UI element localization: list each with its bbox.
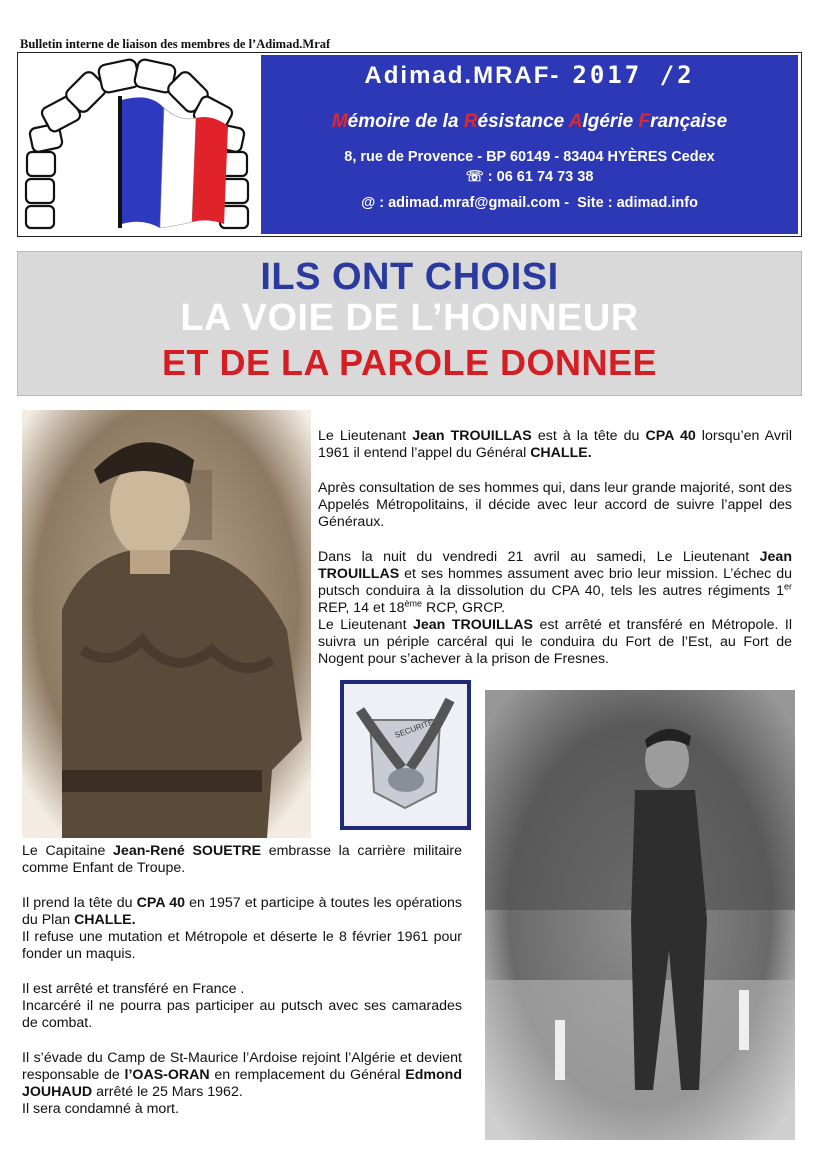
- headline-line-3: ET DE LA PAROLE DONNEE: [161, 342, 658, 383]
- badge-text: SECURITE: [393, 717, 435, 740]
- headline-line-2: LA VOIE DE L’HONNEUR: [180, 297, 639, 339]
- portrait-photo-soldier: [22, 410, 311, 838]
- phone-number: 06 61 74 73 38: [496, 169, 594, 185]
- article-trouillas: [318, 428, 792, 686]
- org-title: [261, 61, 798, 90]
- header-banner: [261, 55, 798, 234]
- paragraph: Incarcéré il ne pourra pas participer au putsch avec ses camarades de combat.: [22, 998, 462, 1031]
- paragraph: Dans la nuit du vendredi 21 avril au samedi, Le Lieutenant Jean TROUILLAS et ses hommes assument avec brio leur mission. L’échec du putsch conduira à la dissolution du CPA 40, tels les autres régiments 1er REP, 14 et 18ème RCP, GRCP.: [318, 549, 792, 616]
- contact-line: [261, 195, 798, 211]
- email: @ : adimad.mraf@gmail.com -: [361, 195, 570, 211]
- bulletin-header-text: Bulletin interne de liaison des membres de l’Adimad.Mraf: [20, 37, 331, 51]
- paragraph: Il est arrêté et transféré en France .: [22, 981, 245, 997]
- website: Site : adimad.info: [577, 195, 698, 211]
- paragraph: Il refuse une mutation et Métropole et déserte le 8 février 1961 pour fonder un maquis.: [22, 929, 462, 962]
- org-name: Adimad.MRAF-: [364, 62, 561, 89]
- paragraph: Il prend la tête du CPA 40 en 1957 et participe à toutes les opérations du Plan CHALLE.: [22, 895, 463, 928]
- phone-icon: ☏: [465, 169, 484, 185]
- phone-line: ☏ : 06 61 74 73 38: [465, 169, 594, 185]
- arch-flag-logo: [22, 56, 252, 232]
- paragraph: Le Capitaine Jean-René SOUETRE embrasse la carrière militaire comme Enfant de Troupe.: [22, 843, 462, 876]
- paragraph: Après consultation de ses hommes qui, dans leur grande majorité, sont des Appelés Métropolitains, il décide avec leur accord de suivre l’appel des Généraux.: [318, 480, 792, 530]
- postal-address: 8, rue de Provence - BP 60149 - 83404 HYÈRES Cedex: [344, 149, 715, 165]
- paragraph: Le Lieutenant Jean TROUILLAS est à la tête du CPA 40 lorsqu’en Avril 1961 il entend l’appel du Général CHALLE.: [318, 428, 792, 461]
- headline-line-1: ILS ONT CHOISI: [260, 256, 559, 298]
- insignia-badge-photo: [340, 680, 471, 830]
- photo-soldier-standing: [485, 690, 795, 1140]
- org-subtitle: Mémoire de la Résistance Algérie Française: [331, 111, 728, 132]
- headline-box: [17, 251, 802, 396]
- paragraph: Il s’évade du Camp de St-Maurice l’Ardoise rejoint l’Algérie et devient responsable de l’OAS-ORAN en remplacement du Général Edmond JOUHAUD arrêté le 25 Mars 1962.: [22, 1050, 462, 1100]
- paragraph: Le Lieutenant Jean TROUILLAS est arrêté et transféré en Métropole. Il suivra un périple carcéral qui le conduira du Fort de l’Est, au Fort de Nogent pour s’achever à la prison de Fresnes.: [318, 617, 792, 667]
- issue-number: 2017 /2: [572, 61, 695, 89]
- paragraph: Il sera condamné à mort.: [22, 1101, 179, 1117]
- article-souetre: [22, 843, 462, 1136]
